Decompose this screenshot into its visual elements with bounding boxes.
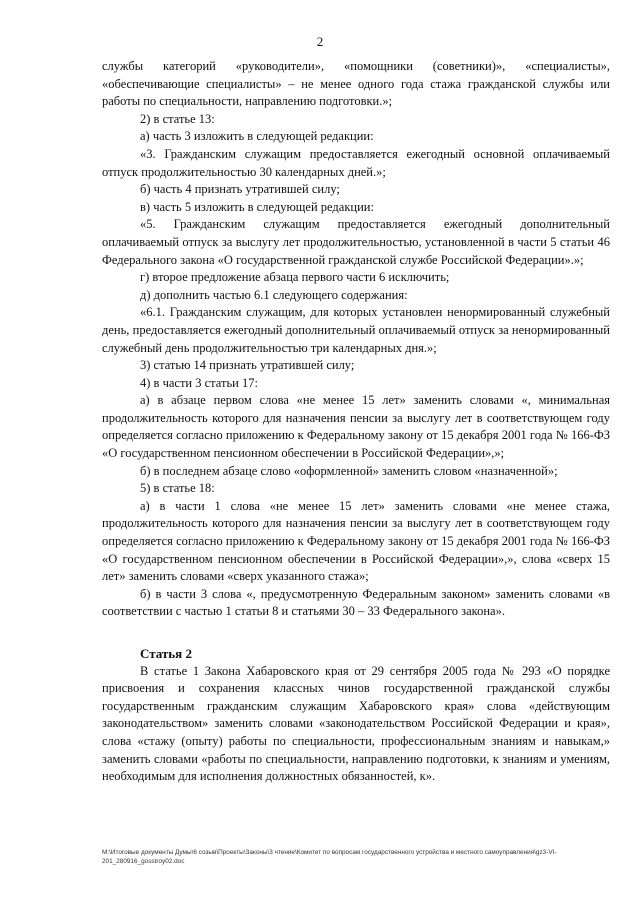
paragraph: службы категорий «руководители», «помощники (советники)», «специалисты», «обеспечивающие специалисты» – не менее одного года стажа гражданской службы или работы по специальности, направлению подготовки.»;: [102, 59, 610, 109]
paragraph: а) в абзаце первом слова «не менее 15 лет» заменить словами «, минимальная продолжительность которого для назначения пенсии за выслугу лет в соответствующем году определяется согласно приложению к Федеральному закону от 15 декабря 2001 года № 166-ФЗ «О государственном пенсионном обеспечении в Российской Федерации»,»;: [102, 393, 610, 461]
paragraph: д) дополнить частью 6.1 следующего содержания:: [140, 287, 408, 302]
page-number: 2: [316, 34, 324, 49]
paragraph: в) часть 5 изложить в следующей редакции:: [140, 199, 374, 214]
article-heading: Статья 2: [140, 646, 192, 661]
paragraph: 3) статью 14 признать утратившей силу;: [140, 358, 355, 373]
paragraph: 5) в статье 18:: [140, 481, 215, 496]
document-body: [102, 58, 610, 786]
paragraph: 4) в части 3 статьи 17:: [140, 375, 258, 390]
paragraph: «3. Гражданским служащим предоставляется ежегодный основной оплачиваемый отпуск продолжительностью 30 календарных дней.»;: [102, 146, 610, 179]
paragraph: б) в последнем абзаце слово «оформленной» заменить словом «назначенной»;: [140, 463, 558, 478]
paragraph: г) второе предложение абзаца первого части 6 исключить;: [140, 270, 450, 285]
paragraph: «6.1. Гражданским служащим, для которых установлен ненормированный служебный день, предоставляется ежегодный дополнительный оплачиваемый отпуск за ненормированный служебный день продолжительностью три календарных дня.»;: [102, 305, 610, 355]
paragraph: а) часть 3 изложить в следующей редакции:: [140, 129, 374, 144]
file-path-footer: M:\Итоговые документы Думы\6 созыв\Проекты\Законы\3 чтение\Комитет по вопросам государственного устройства и местного самоуправления\gz3-VI-201_280916_gosstroy02.doc: [102, 849, 557, 865]
paragraph: б) в части 3 слова «, предусмотренную Федеральным законом» заменить словами «в соответствии с частью 1 статьи 8 и статьями 30 – 33 Федерального закона».: [102, 586, 610, 619]
paragraph: 2) в статье 13:: [140, 111, 215, 126]
article-text: В статье 1 Закона Хабаровского края от 29 сентября 2005 года № 293 «О порядке присвоения и сохранения классных чинов государственной гражданской службы государственным гражданским служащим Хабаровского края» слова «действующим законодательством» заменить словами «законодательством Российской Федерации и края», слова «стажу (опыту) работы по специальности, профессиональным знаниям и навыкам,» заменить словами «работы по специальности, направлению подготовки, к знаниям и умениям, необходимым для исполнения должностных обязанностей, к».: [102, 663, 610, 784]
paragraph: б) часть 4 признать утратившей силу;: [140, 182, 340, 197]
paragraph: а) в части 1 слова «не менее 15 лет» заменить словами «не менее стажа, продолжительность которого для назначения пенсии за выслугу лет в соответствующем году определяется согласно приложению к Федеральному закону от 15 декабря 2001 года № 166-ФЗ «О государственном пенсионном обеспечении в Российской Федерации»,», слова «сверх 15 лет» заменить словами «сверх указанного стажа»;: [102, 498, 610, 584]
paragraph: «5. Гражданским служащим предоставляется ежегодный дополнительный оплачиваемый отпуск за выслугу лет продолжительностью, установленной в части 5 статьи 46 Федерального закона «О государственной гражданской службе Российской Федерации».»;: [102, 217, 610, 267]
